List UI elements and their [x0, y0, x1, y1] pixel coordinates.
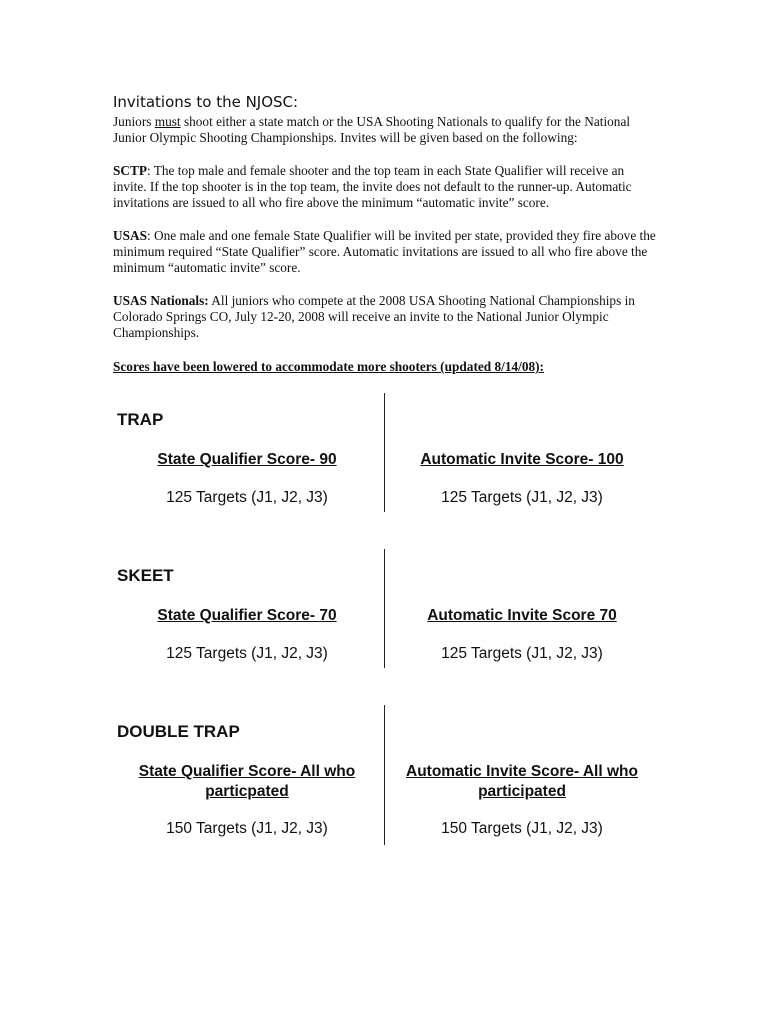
- usas-nationals-paragraph: [113, 293, 661, 342]
- state-qualifier-targets: 125 Targets (J1, J2, J3): [166, 645, 328, 662]
- usas-nationals-text: All juniors who compete at the 2008 USA Shooting National Championships in Colorado Springs CO, July 12-20, 2008 will receive an invite to the National Junior Olympic Championships.: [113, 293, 635, 341]
- page-heading: Invitations to the NJOSC:: [113, 93, 299, 111]
- usas-nationals-label: USAS Nationals:: [113, 293, 209, 308]
- sctp-text: : The top male and female shooter and the top team in each State Qualifier will receive an invite. If the top shooter is in the top team, the invite does not default to the runner-up. Automatic invitations are issued to all who fire above the minimum “automatic invite” score.: [113, 163, 632, 211]
- column-divider: [384, 705, 385, 845]
- automatic-invite-heading: Automatic Invite Score- 100: [420, 451, 624, 468]
- event-title: DOUBLE TRAP: [117, 722, 240, 741]
- intro-emphasis: must: [154, 114, 181, 129]
- state-qualifier-targets: 150 Targets (J1, J2, J3): [166, 820, 328, 837]
- intro-paragraph: [113, 114, 661, 146]
- state-qualifier-targets: 125 Targets (J1, J2, J3): [166, 489, 328, 506]
- column-divider: [384, 549, 385, 668]
- state-qualifier-heading: State Qualifier Score- 70: [157, 607, 337, 624]
- intro-text-start: Juniors: [113, 114, 155, 129]
- automatic-invite-heading: Automatic Invite Score 70: [427, 607, 617, 624]
- intro-text-end: shoot either a state match or the USA Shooting Nationals to qualify for the National Junior Olympic Shooting Championships. Invites will be given based on the following:: [113, 114, 631, 146]
- event-title: TRAP: [117, 410, 164, 429]
- usas-paragraph: [113, 228, 661, 277]
- automatic-invite-targets: 125 Targets (J1, J2, J3): [441, 489, 603, 506]
- automatic-invite-targets: 150 Targets (J1, J2, J3): [441, 820, 603, 837]
- automatic-invite-heading: Automatic Invite Score- All who participated: [406, 763, 638, 800]
- usas-text: : One male and one female State Qualifier will be invited per state, provided they fire above the minimum required “State Qualifier” score. Automatic invitations are issued to all who fire above the minimum “automatic invite” score.: [113, 228, 656, 276]
- state-qualifier-heading: State Qualifier Score- 90: [157, 451, 337, 468]
- state-qualifier-heading: State Qualifier Score- All who particpated: [138, 763, 356, 800]
- usas-label: USAS: [113, 228, 147, 243]
- column-divider: [384, 393, 385, 512]
- sctp-label: SCTP: [113, 163, 147, 178]
- scores-note: Scores have been lowered to accommodate more shooters (updated 8/14/08):: [113, 359, 544, 374]
- automatic-invite-targets: 125 Targets (J1, J2, J3): [441, 645, 603, 662]
- event-title: SKEET: [117, 566, 174, 585]
- sctp-paragraph: [113, 163, 661, 212]
